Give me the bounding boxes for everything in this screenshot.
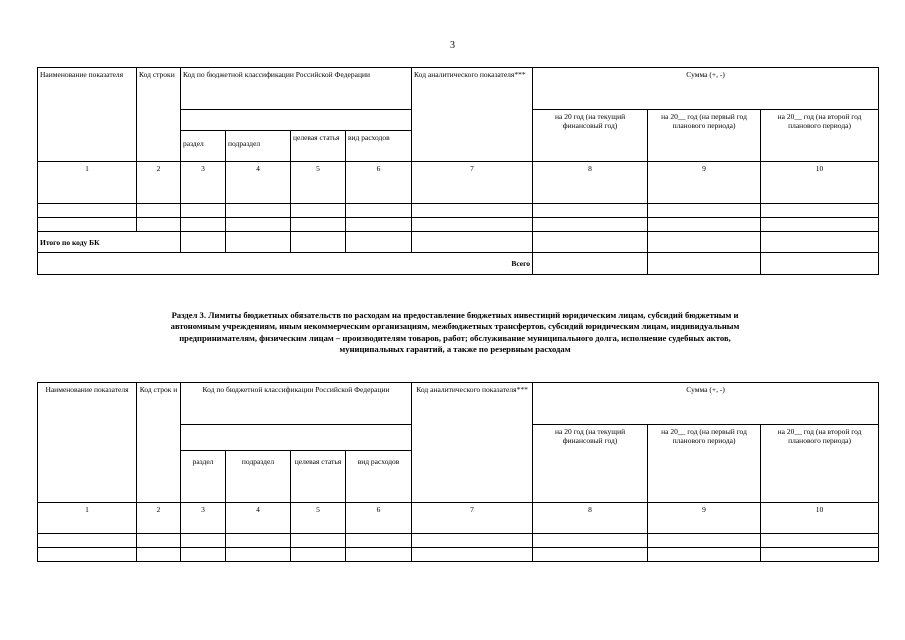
section3-title-line: муниципальных гарантий, а также по резервным расходам xyxy=(339,344,571,355)
col-number: 5 xyxy=(291,503,346,534)
section3-title-line: Раздел 3. Лимиты бюджетных обязательств по расходам на предоставление бюджетных инвестиций юридическим лицам, субсидий бюджетным и xyxy=(171,310,739,320)
column-numbers-row xyxy=(38,162,879,204)
header-year-second: на 20__ год (на второй год планового периода) xyxy=(761,425,879,503)
col-number: 3 xyxy=(181,162,226,204)
col-number: 8 xyxy=(533,503,648,534)
col-number: 2 xyxy=(137,162,181,204)
col-number: 7 xyxy=(412,162,533,204)
section3-title-line: предпринимателям, физическим лицам – производителям товаров, работ; обслуживание муниципального долга, исполнение судебных актов, xyxy=(179,332,731,343)
header-razdel: раздел xyxy=(181,131,226,162)
header-analytic-code: Код аналитического показателя*** xyxy=(412,68,533,162)
col-number: 2 xyxy=(137,503,181,534)
header-year-first: на 20__ год (на первый год планового периода) xyxy=(648,425,761,503)
header-row-code: Код строк и xyxy=(137,383,181,503)
header-analytic-code: Код аналитического показателя*** xyxy=(412,383,533,503)
col-number: 1 xyxy=(38,503,137,534)
header-budget-code-gap xyxy=(181,110,412,131)
table-row xyxy=(38,218,879,232)
col-number: 9 xyxy=(648,162,761,204)
total-all-label: Всего xyxy=(38,253,533,275)
header-sum: Сумма (+, -) xyxy=(533,68,879,110)
section3-title xyxy=(40,310,870,356)
header-podrazdel: подраздел xyxy=(226,131,291,162)
header-year-first: на 20__ год (на первый год планового периода) xyxy=(648,110,761,162)
header-sum: Сумма (+, -) xyxy=(533,383,879,425)
table-row xyxy=(38,548,879,562)
col-number: 10 xyxy=(761,503,879,534)
header-year-current: на 20 год (на текущий финансовый год) xyxy=(533,425,648,503)
section3-title-line: автономным учреждениям, иным некоммерческим организациям, межбюджетных трансфертов, субсидий юридическим лицам, индивидуальным xyxy=(170,321,740,332)
col-number: 4 xyxy=(226,162,291,204)
header-row-code: Код строки xyxy=(137,68,181,162)
header-name: Наименование показателя xyxy=(38,383,137,503)
col-number: 1 xyxy=(38,162,137,204)
col-number: 5 xyxy=(291,162,346,204)
header-budget-code-gap xyxy=(181,425,412,451)
col-number: 6 xyxy=(346,503,412,534)
table-row xyxy=(38,534,879,548)
header-tselevaya: целевая статья xyxy=(291,131,346,162)
col-number: 10 xyxy=(761,162,879,204)
total-all-row xyxy=(38,253,879,275)
col-number: 6 xyxy=(346,162,412,204)
table-row xyxy=(38,204,879,218)
col-number: 8 xyxy=(533,162,648,204)
page-number: 3 xyxy=(450,40,455,51)
header-year-current: на 20 год (на текущий финансовый год) xyxy=(533,110,648,162)
col-number: 4 xyxy=(226,503,291,534)
limits-table-section3 xyxy=(37,382,879,562)
header-budget-code: Код по бюджетной классификации Российской Федерации xyxy=(181,68,412,110)
header-tselevaya: целевая статья xyxy=(291,451,346,503)
column-numbers-row xyxy=(38,503,879,534)
header-podrazdel: подраздел xyxy=(226,451,291,503)
header-budget-code: Код по бюджетной классификации Российской Федерации xyxy=(181,383,412,425)
col-number: 9 xyxy=(648,503,761,534)
header-name: Наименование показателя xyxy=(38,68,137,162)
header-vid: вид расходов xyxy=(346,451,412,503)
header-razdel: раздел xyxy=(181,451,226,503)
col-number: 3 xyxy=(181,503,226,534)
header-vid: вид расходов xyxy=(346,131,412,162)
limits-table-section2 xyxy=(37,67,879,275)
total-bk-label: Итого по коду БК xyxy=(38,232,181,253)
header-year-second: на 20__ год (на второй год планового периода) xyxy=(761,110,879,162)
col-number: 7 xyxy=(412,503,533,534)
total-bk-row xyxy=(38,232,879,253)
